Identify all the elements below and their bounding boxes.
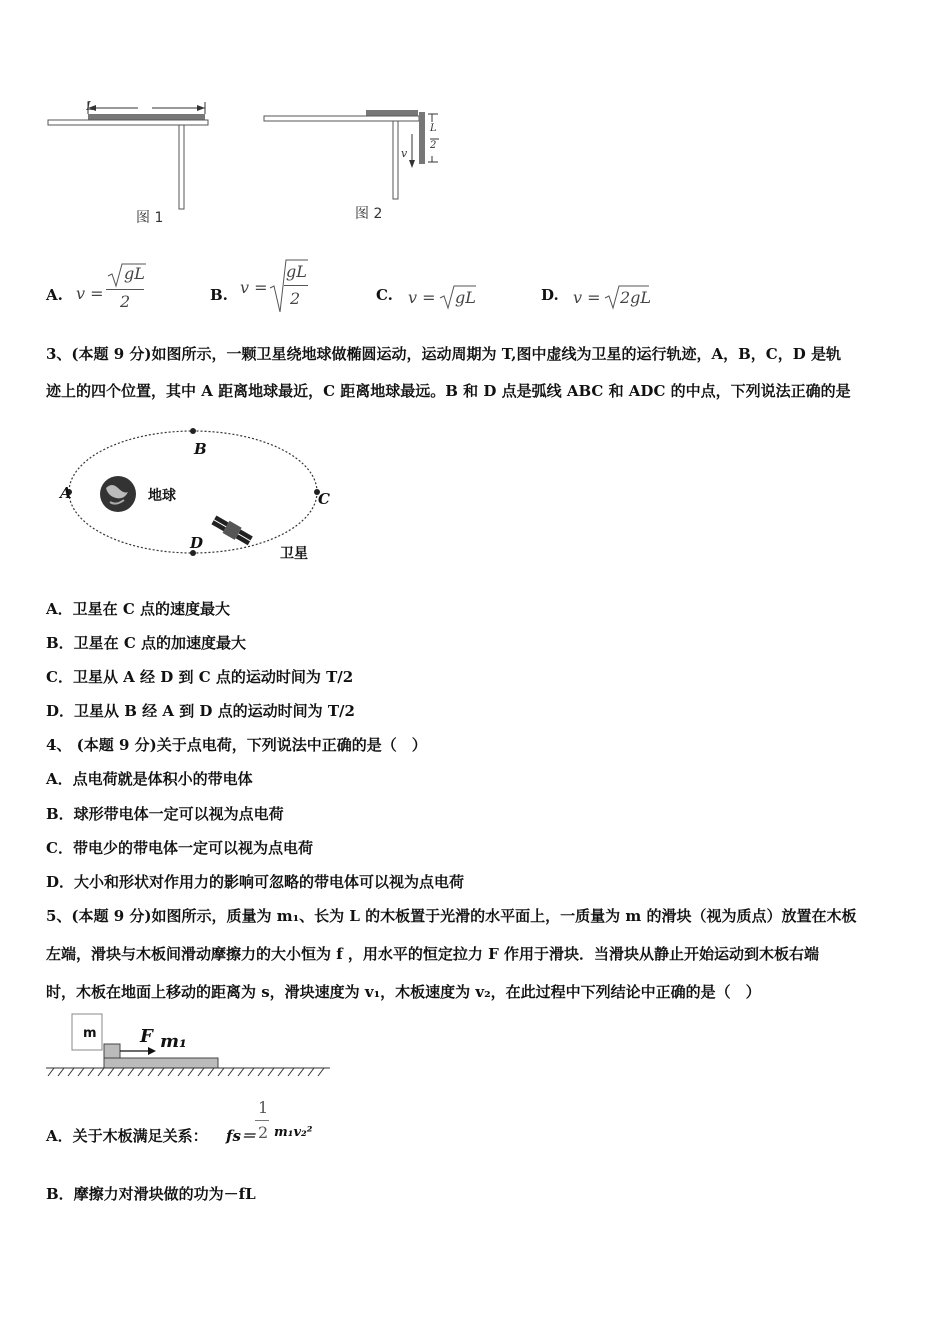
q4-option-b: B．球形带电体一定可以视为点电荷	[46, 805, 284, 823]
label-F: F	[140, 1026, 153, 1047]
q4-option-c: C．带电少的带电体一定可以视为点电荷	[46, 839, 313, 857]
fig1-caption: 图 1	[136, 210, 164, 226]
q5-option-a: A．关于木板满足关系： fs＝ 1 2 m₁v₂²	[46, 1098, 313, 1145]
orbit-label-d: D	[190, 534, 204, 552]
q2-option-a: A. v = gL 2	[46, 264, 145, 311]
q5-option-b: B．摩擦力对滑块做的功为－fL	[46, 1185, 256, 1203]
q2-option-d: D. v = 2gL	[541, 282, 671, 312]
q4-option-a: A．点电荷就是体积小的带电体	[46, 770, 253, 788]
earth-label: 地球	[148, 488, 176, 504]
q3-option-a: A．卫星在 C 点的速度最大	[46, 600, 231, 618]
q3-stem-line-1: 3、(本题 9 分)如图所示，一颗卫星绕地球做椭圆运动，运动周期为 T,图中虚线为卫星的运行轨迹，A，B，C，D 是轨	[46, 345, 841, 363]
q2-option-c: C. v = gL	[376, 282, 496, 312]
orbit-label-a: A	[60, 484, 72, 502]
q5-stem-line-2: 左端，滑块与木板间滑动摩擦力的大小恒为 f ，用水平的恒定拉力 F 作用于滑块．当滑块从静止开始运动到木板右端	[46, 945, 819, 963]
fig2-caption: 图 2	[355, 206, 383, 222]
q3-option-c: C．卫星从 A 经 D 到 C 点的运动时间为 T/2	[46, 668, 354, 686]
orbit-label-c: C	[318, 490, 330, 508]
fraction-bar-b	[284, 285, 308, 286]
fig2-label-v: v	[401, 147, 408, 160]
q3-option-b: B．卫星在 C 点的加速度最大	[46, 634, 247, 652]
figure-1-chain-on-table	[40, 98, 220, 228]
label-m1: m₁	[160, 1031, 187, 1052]
q4-stem: 4、 (本题 9 分)关于点电荷，下列说法中正确的是（ ）	[46, 736, 427, 754]
q5-stem-line-1: 5、(本题 9 分)如图所示，质量为 m₁、长为 L 的木板置于光滑的水平面上，一质量为 m 的滑块（视为质点）放置在木板	[46, 907, 857, 925]
satellite-label: 卫星	[280, 546, 308, 562]
fig1-label-L: L	[86, 99, 94, 113]
fraction-bar-q5	[255, 1120, 269, 1121]
q2-option-b: B. v = gL 2	[210, 258, 330, 314]
fig2-label-2: 2	[430, 140, 437, 151]
block-on-board-diagram	[44, 1012, 334, 1082]
figure-2-chain-sliding	[262, 98, 452, 208]
fig2-label-L: L	[430, 123, 437, 134]
q3-stem-line-2: 迹上的四个位置，其中 A 距离地球最近，C 距离地球最远。B 和 D 点是弧线 ABC 和 ADC 的中点，下列说法正确的是	[46, 382, 851, 400]
q4-option-d: D．大小和形状对作用力的影响可忽略的带电体可以视为点电荷	[46, 873, 465, 891]
q3-option-d: D．卫星从 B 经 A 到 D 点的运动时间为 T/2	[46, 702, 355, 720]
orbit-label-b: B	[194, 440, 207, 458]
label-m: m	[83, 1026, 97, 1041]
satellite-icon	[210, 514, 253, 547]
q5-stem-line-3: 时，木板在地面上移动的距离为 s，滑块速度为 v₁，木板速度为 v₂，在此过程中下列结论中正确的是（ ）	[46, 983, 761, 1001]
fraction-bar-a	[106, 289, 144, 290]
